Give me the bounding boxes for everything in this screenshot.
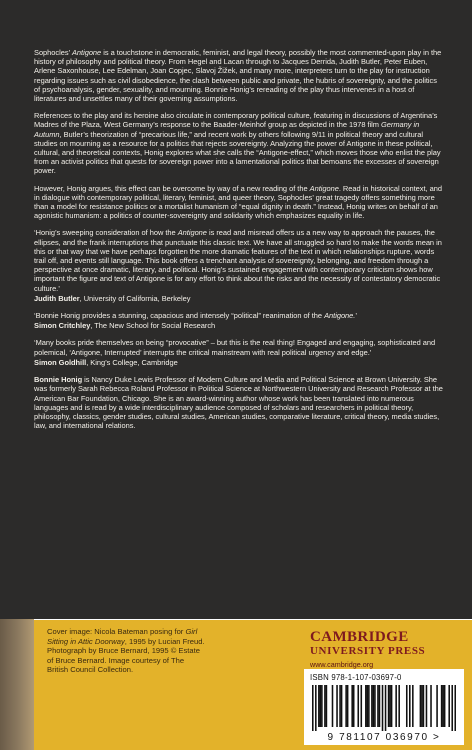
barcode-bar	[388, 685, 390, 727]
italic-run: Antigone	[71, 48, 102, 57]
endorser-name: Simon Critchley	[34, 321, 91, 331]
barcode-box	[304, 669, 464, 745]
italic-run: Germany in Autumn	[34, 120, 420, 139]
barcode-bar	[339, 685, 341, 727]
blurb-paragraph	[34, 184, 444, 221]
barcode-bar	[436, 685, 438, 727]
barcode-bar	[318, 685, 320, 727]
text-run: However, Honig argues, this effect can be overcome by way of a new reading of the	[34, 183, 310, 193]
endorsement-quote	[34, 311, 444, 330]
barcode-bar	[412, 685, 414, 727]
barcode-bar	[409, 685, 411, 727]
endorser-name: Simon Goldhill	[34, 357, 87, 367]
text-run: ‘Honig’s sweeping consideration of how the	[34, 228, 178, 238]
barcode-bar	[382, 685, 384, 731]
barcode-bar	[315, 685, 317, 731]
barcode-bar	[389, 685, 391, 727]
endorser-affiliation: , University of California, Berkeley	[79, 293, 191, 303]
barcode-bar	[421, 685, 423, 727]
italic-run: Girl Sitting in Attic Doorway	[47, 627, 198, 646]
barcode-bar	[357, 685, 359, 727]
barcode-bar	[454, 685, 456, 731]
text-run: References to the play and its heroine also circulate in contemporary political culture, featuring in discussions of Argentina’s Madres of the Plaza, West Germany’s response to the Baader-Meinhof group as depicted in the 1978 film	[34, 111, 438, 130]
italic-run: Antigone.	[324, 311, 356, 321]
barcode-bar	[341, 685, 343, 727]
cover-image-credit	[47, 627, 207, 675]
quote-attribution	[34, 358, 444, 367]
barcode-bar	[365, 685, 367, 727]
publisher-url: www.cambridge.org	[310, 660, 374, 669]
endorser-affiliation: , King’s College, Cambridge	[86, 357, 178, 367]
barcode-bar	[448, 685, 450, 727]
bottom-band	[0, 619, 472, 750]
barcode-bar	[324, 685, 326, 727]
text-run: is a touchstone in democratic, feminist, and legal theory, possibly the most commented-upon play in the history of philosophy and political theory. From Hegel and Lacan through to Jacques Derrida, Judith Butler, Peter Euben, Arlene Saxonhouse, Lee Edelman, Joan Copjec, Slavoj Žižek, and many more, interpreters turn to the play for instruction regarding issues such as civil disobedience, the clash between public and private, the hubris of sovereignty, and the politics of psychoanalysis, gender, sexuality, and mourning. Bonnie Honig’s rereading of the play thus intervenes in a host of literatures and unsettles many of their governing assumptions.	[34, 48, 442, 104]
barcode-bar	[441, 685, 443, 727]
cover-photo-strip	[0, 619, 34, 750]
barcode-bar	[420, 685, 422, 727]
barcode-bar	[430, 685, 432, 727]
publisher-logo	[310, 630, 460, 669]
publisher-press: UNIVERSITY PRESS	[310, 645, 426, 657]
barcode-bar	[398, 685, 400, 727]
quote-attribution	[34, 294, 444, 303]
quote-text	[34, 311, 444, 320]
author-name: Bonnie Honig	[34, 375, 83, 385]
barcode-bar	[347, 685, 349, 727]
barcode-bar	[395, 685, 397, 727]
barcode-icon	[312, 685, 456, 731]
text-run: ‘Bonnie Honig provides a stunning, capacious and intensely “political” reanimation of the	[34, 311, 325, 321]
barcode-bar	[406, 685, 408, 727]
author-bio	[34, 375, 444, 430]
barcode-bar	[312, 685, 314, 731]
barcode-bar	[391, 685, 393, 727]
italic-run: Antigone	[177, 228, 207, 238]
barcode-bar	[423, 685, 425, 727]
barcode-bar	[353, 685, 355, 727]
barcode-number: 9 781107 036970 >	[327, 732, 441, 743]
endorsement-quote	[34, 338, 444, 367]
endorser-affiliation: , The New School for Social Research	[90, 321, 216, 331]
barcode-bar	[379, 685, 381, 727]
barcode-bar	[451, 685, 453, 731]
blurb-paragraph	[34, 111, 444, 175]
barcode-bar	[377, 685, 379, 727]
author-bio-text: is Nancy Duke Lewis Professor of Modern Culture and Media and Political Science at Brown University. She was formerly Sarah Rebecca Roland Professor in Political Science at Northwestern University and Research Professor at the American Bar Foundation, Chicago. She is an award-winning author whose work has been translated into numerous languages and is read by a wide interdisciplinary audience composed of scholars and researchers in political theory, philosophy, classics, gender studies, cultural studies, American studies, comparative literature, critical theory, media studies, law, and international relations.	[34, 375, 443, 431]
text-run: ’	[355, 311, 357, 321]
barcode-bar	[345, 685, 347, 727]
italic-run: Antigone	[309, 183, 339, 193]
text-run: Cover image: Nicola Bateman posing for	[47, 627, 186, 636]
text-run: ‘Many books pride themselves on being “provocative” – but this is the real thing! Engaged and engaging, sophisticated and polemical, ‘Antigone, Interrupted’ interrupts the critical mainstream with real political urgency and edge.’	[34, 338, 436, 357]
text-run: is read and misread offers us a new way to approach the pauses, the ellipses, and the frank interruptions that punctuate this classic text. We have all struggled so hard to make the words mean in this or that way that we have perhaps forgotten the more dramatic features of the text in which relationships rupture, words trail off, and events still language. This book offers a trenchant analysis of sovereignty, belonging, and freedom through a perspective at once dramatic, literary, and political. Honig’s sustained engagement with contemporary criticism shows how important the figure and text of Antigone is for any effort to think about the risks and the necessity of contestatory democratic culture.’	[34, 228, 442, 293]
barcode-bar	[371, 685, 373, 727]
barcode-bar	[444, 685, 446, 727]
barcode-bar	[326, 685, 328, 727]
endorsement-quote	[34, 228, 444, 303]
text-run: , 1995 by Lucian Freud. Photograph by Bruce Bernard, 1995 © Estate of Bruce Bernard. Image courtesy of The British Council Collection.	[47, 636, 205, 675]
quote-text	[34, 338, 444, 356]
barcode-bar	[368, 685, 370, 727]
isbn-label: ISBN 978-1-107-03697-0	[310, 673, 402, 682]
barcode-bar	[361, 685, 363, 727]
text-run: . Read in historical context, and in dialogue with contemporary political, literary, feminist, and queer theory, Sophocles’ great tragedy offers something more than a model for resistance politics or a mortalist humanism of “equal dignity in death.” Instead, Honig writes on behalf of an agonistic humanism: a politics of counter-sovereignty and solidarity which emphasizes equality in life.	[34, 183, 442, 221]
blurb-text-area	[34, 48, 444, 438]
barcode-bar	[336, 685, 338, 727]
text-run: , Butler’s theorization of “precarious life,” and recent work by others following 9/11 in political theory and cultural studies on mourning as a resource for a politics that rejects sovereignty. Analyzing the power of Antigone in these political, cultural, and theoretical contexts, Honig explores what she calls the “Antigone-effect,” which moves those who enlist the play from an activist politics that quests for sovereign power into a lamentational politics that bemoans the excesses of sovereign power.	[34, 129, 441, 176]
barcode-bar	[367, 685, 369, 727]
barcode-bar	[374, 685, 376, 727]
publisher-name: CAMBRIDGE	[310, 629, 409, 645]
text-run: Sophocles’	[34, 48, 72, 57]
barcode-bar	[385, 685, 387, 731]
barcode-bar	[373, 685, 375, 727]
quote-attribution	[34, 321, 444, 330]
barcode-bar	[442, 685, 444, 727]
blurb-paragraph	[34, 48, 444, 103]
quote-text	[34, 228, 444, 292]
barcode-bar	[332, 685, 334, 727]
barcode-bar	[321, 685, 323, 727]
barcode-bar	[351, 685, 353, 727]
barcode-bar	[426, 685, 428, 727]
endorser-name: Judith Butler	[34, 293, 80, 303]
divider	[0, 619, 472, 620]
barcode-bar	[320, 685, 322, 727]
